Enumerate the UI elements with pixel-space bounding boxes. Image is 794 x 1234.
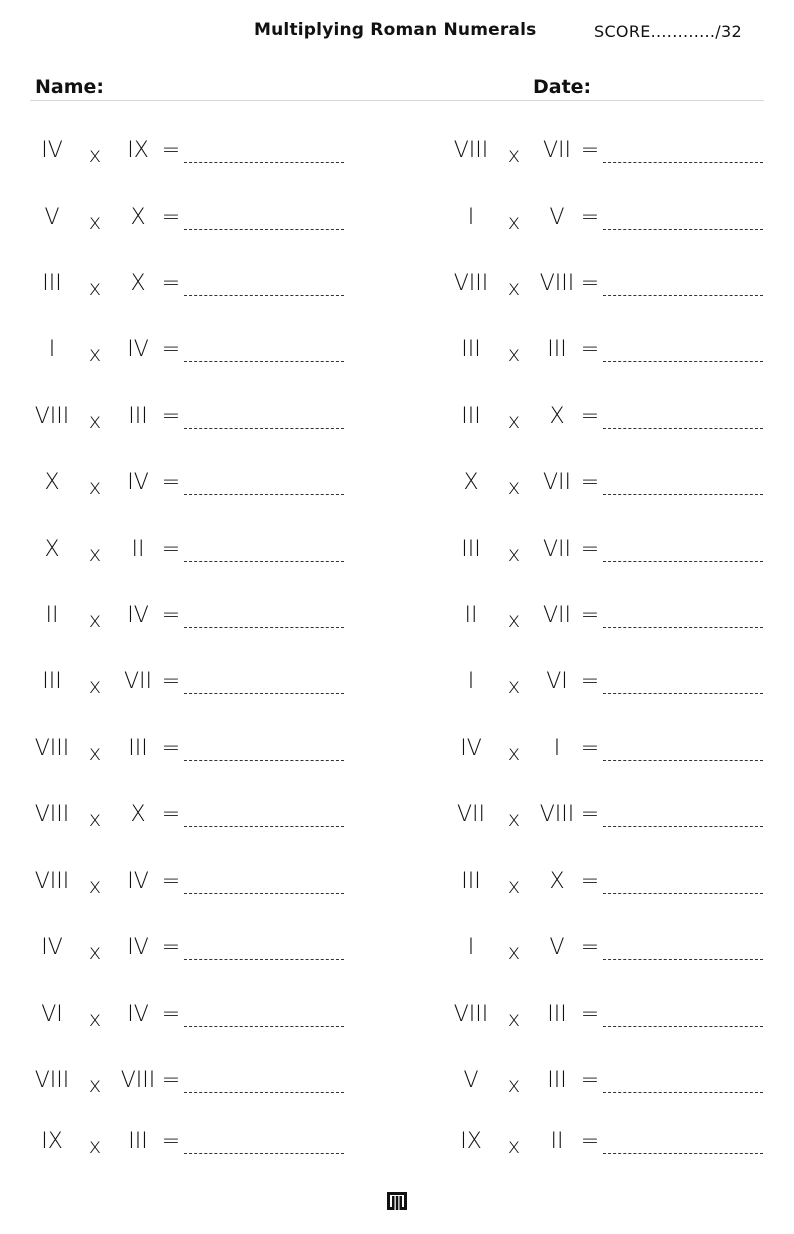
- answer-blank[interactable]: [603, 959, 763, 960]
- problem-row: [449, 335, 789, 375]
- problem-row: [449, 800, 789, 840]
- equals-sign: =: [161, 205, 181, 230]
- equals-sign: =: [161, 404, 181, 429]
- second-numeral: VII: [542, 603, 572, 628]
- second-numeral: III: [128, 736, 148, 761]
- equals-sign: =: [161, 802, 181, 827]
- answer-blank[interactable]: [184, 561, 344, 562]
- equals-sign: =: [161, 1068, 181, 1093]
- problem-row: [30, 269, 370, 309]
- multiply-sign: x: [88, 276, 102, 300]
- answer-blank[interactable]: [184, 1092, 344, 1093]
- answer-blank[interactable]: [184, 361, 344, 362]
- answer-blank[interactable]: [603, 760, 763, 761]
- second-numeral: IV: [127, 869, 149, 894]
- answer-blank[interactable]: [184, 428, 344, 429]
- first-numeral: III: [42, 669, 62, 694]
- problem-row: [449, 1066, 789, 1106]
- problem-row: [30, 667, 370, 707]
- multiply-sign: x: [88, 1073, 102, 1097]
- multiply-sign: x: [507, 674, 521, 698]
- equals-sign: =: [161, 138, 181, 163]
- answer-blank[interactable]: [184, 229, 344, 230]
- second-numeral: IV: [127, 1002, 149, 1027]
- equals-sign: =: [161, 470, 181, 495]
- problem-row: [449, 933, 789, 973]
- second-numeral: VII: [542, 470, 572, 495]
- multiply-sign: x: [507, 342, 521, 366]
- first-numeral: II: [464, 603, 478, 628]
- first-numeral: III: [461, 337, 481, 362]
- score-label: SCORE............/32: [594, 22, 742, 41]
- multiply-sign: x: [88, 542, 102, 566]
- second-numeral: III: [547, 337, 567, 362]
- second-numeral: IV: [127, 935, 149, 960]
- multiply-sign: x: [88, 741, 102, 765]
- second-numeral: IV: [127, 603, 149, 628]
- multiply-sign: x: [88, 674, 102, 698]
- first-numeral: V: [44, 205, 60, 230]
- equals-sign: =: [580, 802, 600, 827]
- second-numeral: V: [549, 935, 565, 960]
- second-numeral: VII: [123, 669, 153, 694]
- equals-sign: =: [580, 138, 600, 163]
- second-numeral: VII: [542, 138, 572, 163]
- multiply-sign: x: [88, 1134, 102, 1158]
- second-numeral: III: [547, 1068, 567, 1093]
- problem-row: [449, 269, 789, 309]
- multiply-sign: x: [507, 409, 521, 433]
- answer-blank[interactable]: [603, 693, 763, 694]
- answer-blank[interactable]: [603, 826, 763, 827]
- answer-blank[interactable]: [184, 627, 344, 628]
- equals-sign: =: [580, 271, 600, 296]
- first-numeral: VIII: [453, 271, 489, 296]
- equals-sign: =: [580, 337, 600, 362]
- first-numeral: VIII: [453, 1002, 489, 1027]
- answer-blank[interactable]: [603, 229, 763, 230]
- problem-row: [449, 1000, 789, 1040]
- problem-row: [449, 203, 789, 243]
- multiply-sign: x: [507, 1073, 521, 1097]
- multiply-sign: x: [507, 143, 521, 167]
- equals-sign: =: [580, 404, 600, 429]
- answer-blank[interactable]: [603, 561, 763, 562]
- equals-sign: =: [580, 603, 600, 628]
- second-numeral: IX: [127, 138, 149, 163]
- multiply-sign: x: [507, 1007, 521, 1031]
- multiply-sign: x: [88, 608, 102, 632]
- multiply-sign: x: [507, 542, 521, 566]
- problem-row: [30, 867, 370, 907]
- problem-row: [449, 601, 789, 641]
- second-numeral: IV: [127, 337, 149, 362]
- name-label: Name:: [35, 76, 105, 98]
- second-numeral: X: [130, 802, 146, 827]
- problem-row: [30, 1127, 370, 1167]
- problem-row: [30, 535, 370, 575]
- equals-sign: =: [580, 537, 600, 562]
- equals-sign: =: [161, 537, 181, 562]
- multiply-sign: x: [507, 210, 521, 234]
- publisher-logo-icon: [387, 1192, 407, 1210]
- multiply-sign: x: [507, 276, 521, 300]
- first-numeral: I: [467, 669, 475, 694]
- problem-row: [30, 933, 370, 973]
- first-numeral: IV: [41, 935, 63, 960]
- first-numeral: VIII: [34, 869, 70, 894]
- answer-blank[interactable]: [603, 1153, 763, 1154]
- equals-sign: =: [161, 669, 181, 694]
- first-numeral: IV: [460, 736, 482, 761]
- answer-blank[interactable]: [603, 162, 763, 163]
- second-numeral: VIII: [539, 271, 575, 296]
- first-numeral: VI: [41, 1002, 63, 1027]
- answer-blank[interactable]: [603, 1026, 763, 1027]
- multiply-sign: x: [88, 409, 102, 433]
- problem-row: [449, 867, 789, 907]
- second-numeral: VI: [546, 669, 568, 694]
- date-label: Date:: [533, 76, 592, 98]
- first-numeral: IX: [41, 1129, 63, 1154]
- answer-blank[interactable]: [603, 494, 763, 495]
- first-numeral: X: [463, 470, 479, 495]
- answer-blank[interactable]: [184, 760, 344, 761]
- problem-row: [30, 468, 370, 508]
- second-numeral: VIII: [539, 802, 575, 827]
- second-numeral: X: [130, 205, 146, 230]
- multiply-sign: x: [88, 940, 102, 964]
- first-numeral: II: [45, 603, 59, 628]
- answer-blank[interactable]: [184, 826, 344, 827]
- equals-sign: =: [580, 1129, 600, 1154]
- first-numeral: VIII: [34, 404, 70, 429]
- worksheet-title: Multiplying Roman Numerals: [254, 20, 537, 40]
- answer-blank[interactable]: [184, 295, 344, 296]
- multiply-sign: x: [507, 608, 521, 632]
- problem-row: [30, 203, 370, 243]
- problem-row: [30, 601, 370, 641]
- equals-sign: =: [161, 271, 181, 296]
- answer-blank[interactable]: [184, 693, 344, 694]
- multiply-sign: x: [88, 143, 102, 167]
- first-numeral: VIII: [34, 736, 70, 761]
- second-numeral: VIII: [120, 1068, 156, 1093]
- problem-row: [30, 1066, 370, 1106]
- second-numeral: X: [130, 271, 146, 296]
- left-problem-column: [30, 0, 370, 1234]
- first-numeral: VII: [456, 802, 486, 827]
- multiply-sign: x: [88, 807, 102, 831]
- answer-blank[interactable]: [603, 428, 763, 429]
- equals-sign: =: [580, 736, 600, 761]
- multiply-sign: x: [507, 1134, 521, 1158]
- problem-row: [30, 335, 370, 375]
- problem-row: [30, 734, 370, 774]
- answer-blank[interactable]: [184, 494, 344, 495]
- answer-blank[interactable]: [603, 361, 763, 362]
- answer-blank[interactable]: [603, 893, 763, 894]
- second-numeral: I: [553, 736, 561, 761]
- first-numeral: III: [461, 869, 481, 894]
- equals-sign: =: [580, 869, 600, 894]
- answer-blank[interactable]: [603, 627, 763, 628]
- first-numeral: X: [44, 537, 60, 562]
- first-numeral: I: [467, 205, 475, 230]
- multiply-sign: x: [507, 940, 521, 964]
- equals-sign: =: [580, 205, 600, 230]
- second-numeral: X: [549, 869, 565, 894]
- multiply-sign: x: [507, 807, 521, 831]
- problem-row: [30, 800, 370, 840]
- multiply-sign: x: [507, 475, 521, 499]
- second-numeral: VII: [542, 537, 572, 562]
- multiply-sign: x: [88, 874, 102, 898]
- first-numeral: I: [467, 935, 475, 960]
- problem-row: [449, 734, 789, 774]
- equals-sign: =: [580, 669, 600, 694]
- second-numeral: V: [549, 205, 565, 230]
- answer-blank[interactable]: [184, 1026, 344, 1027]
- equals-sign: =: [580, 1068, 600, 1093]
- first-numeral: VIII: [34, 802, 70, 827]
- equals-sign: =: [161, 603, 181, 628]
- problem-row: [449, 535, 789, 575]
- problem-row: [449, 136, 789, 176]
- first-numeral: IV: [41, 138, 63, 163]
- second-numeral: II: [131, 537, 145, 562]
- equals-sign: =: [161, 869, 181, 894]
- second-numeral: II: [550, 1129, 564, 1154]
- answer-blank[interactable]: [184, 1153, 344, 1154]
- equals-sign: =: [161, 1002, 181, 1027]
- first-numeral: III: [461, 537, 481, 562]
- first-numeral: III: [42, 271, 62, 296]
- second-numeral: III: [547, 1002, 567, 1027]
- equals-sign: =: [161, 1129, 181, 1154]
- first-numeral: VIII: [34, 1068, 70, 1093]
- equals-sign: =: [580, 935, 600, 960]
- answer-blank[interactable]: [184, 893, 344, 894]
- equals-sign: =: [580, 1002, 600, 1027]
- answer-blank[interactable]: [184, 959, 344, 960]
- multiply-sign: x: [507, 874, 521, 898]
- problem-row: [449, 468, 789, 508]
- problem-row: [449, 402, 789, 442]
- second-numeral: III: [128, 1129, 148, 1154]
- right-problem-column: [449, 0, 789, 1234]
- first-numeral: VIII: [453, 138, 489, 163]
- second-numeral: III: [128, 404, 148, 429]
- first-numeral: X: [44, 470, 60, 495]
- first-numeral: V: [463, 1068, 479, 1093]
- equals-sign: =: [161, 736, 181, 761]
- multiply-sign: x: [88, 475, 102, 499]
- first-numeral: III: [461, 404, 481, 429]
- equals-sign: =: [161, 337, 181, 362]
- multiply-sign: x: [88, 210, 102, 234]
- problem-row: [30, 402, 370, 442]
- answer-blank[interactable]: [603, 1092, 763, 1093]
- second-numeral: IV: [127, 470, 149, 495]
- multiply-sign: x: [88, 342, 102, 366]
- equals-sign: =: [161, 935, 181, 960]
- problem-row: [30, 1000, 370, 1040]
- answer-blank[interactable]: [184, 162, 344, 163]
- second-numeral: X: [549, 404, 565, 429]
- first-numeral: IX: [460, 1129, 482, 1154]
- multiply-sign: x: [507, 741, 521, 765]
- first-numeral: I: [48, 337, 56, 362]
- answer-blank[interactable]: [603, 295, 763, 296]
- problem-row: [449, 667, 789, 707]
- problem-row: [449, 1127, 789, 1167]
- problem-row: [30, 136, 370, 176]
- multiply-sign: x: [88, 1007, 102, 1031]
- equals-sign: =: [580, 470, 600, 495]
